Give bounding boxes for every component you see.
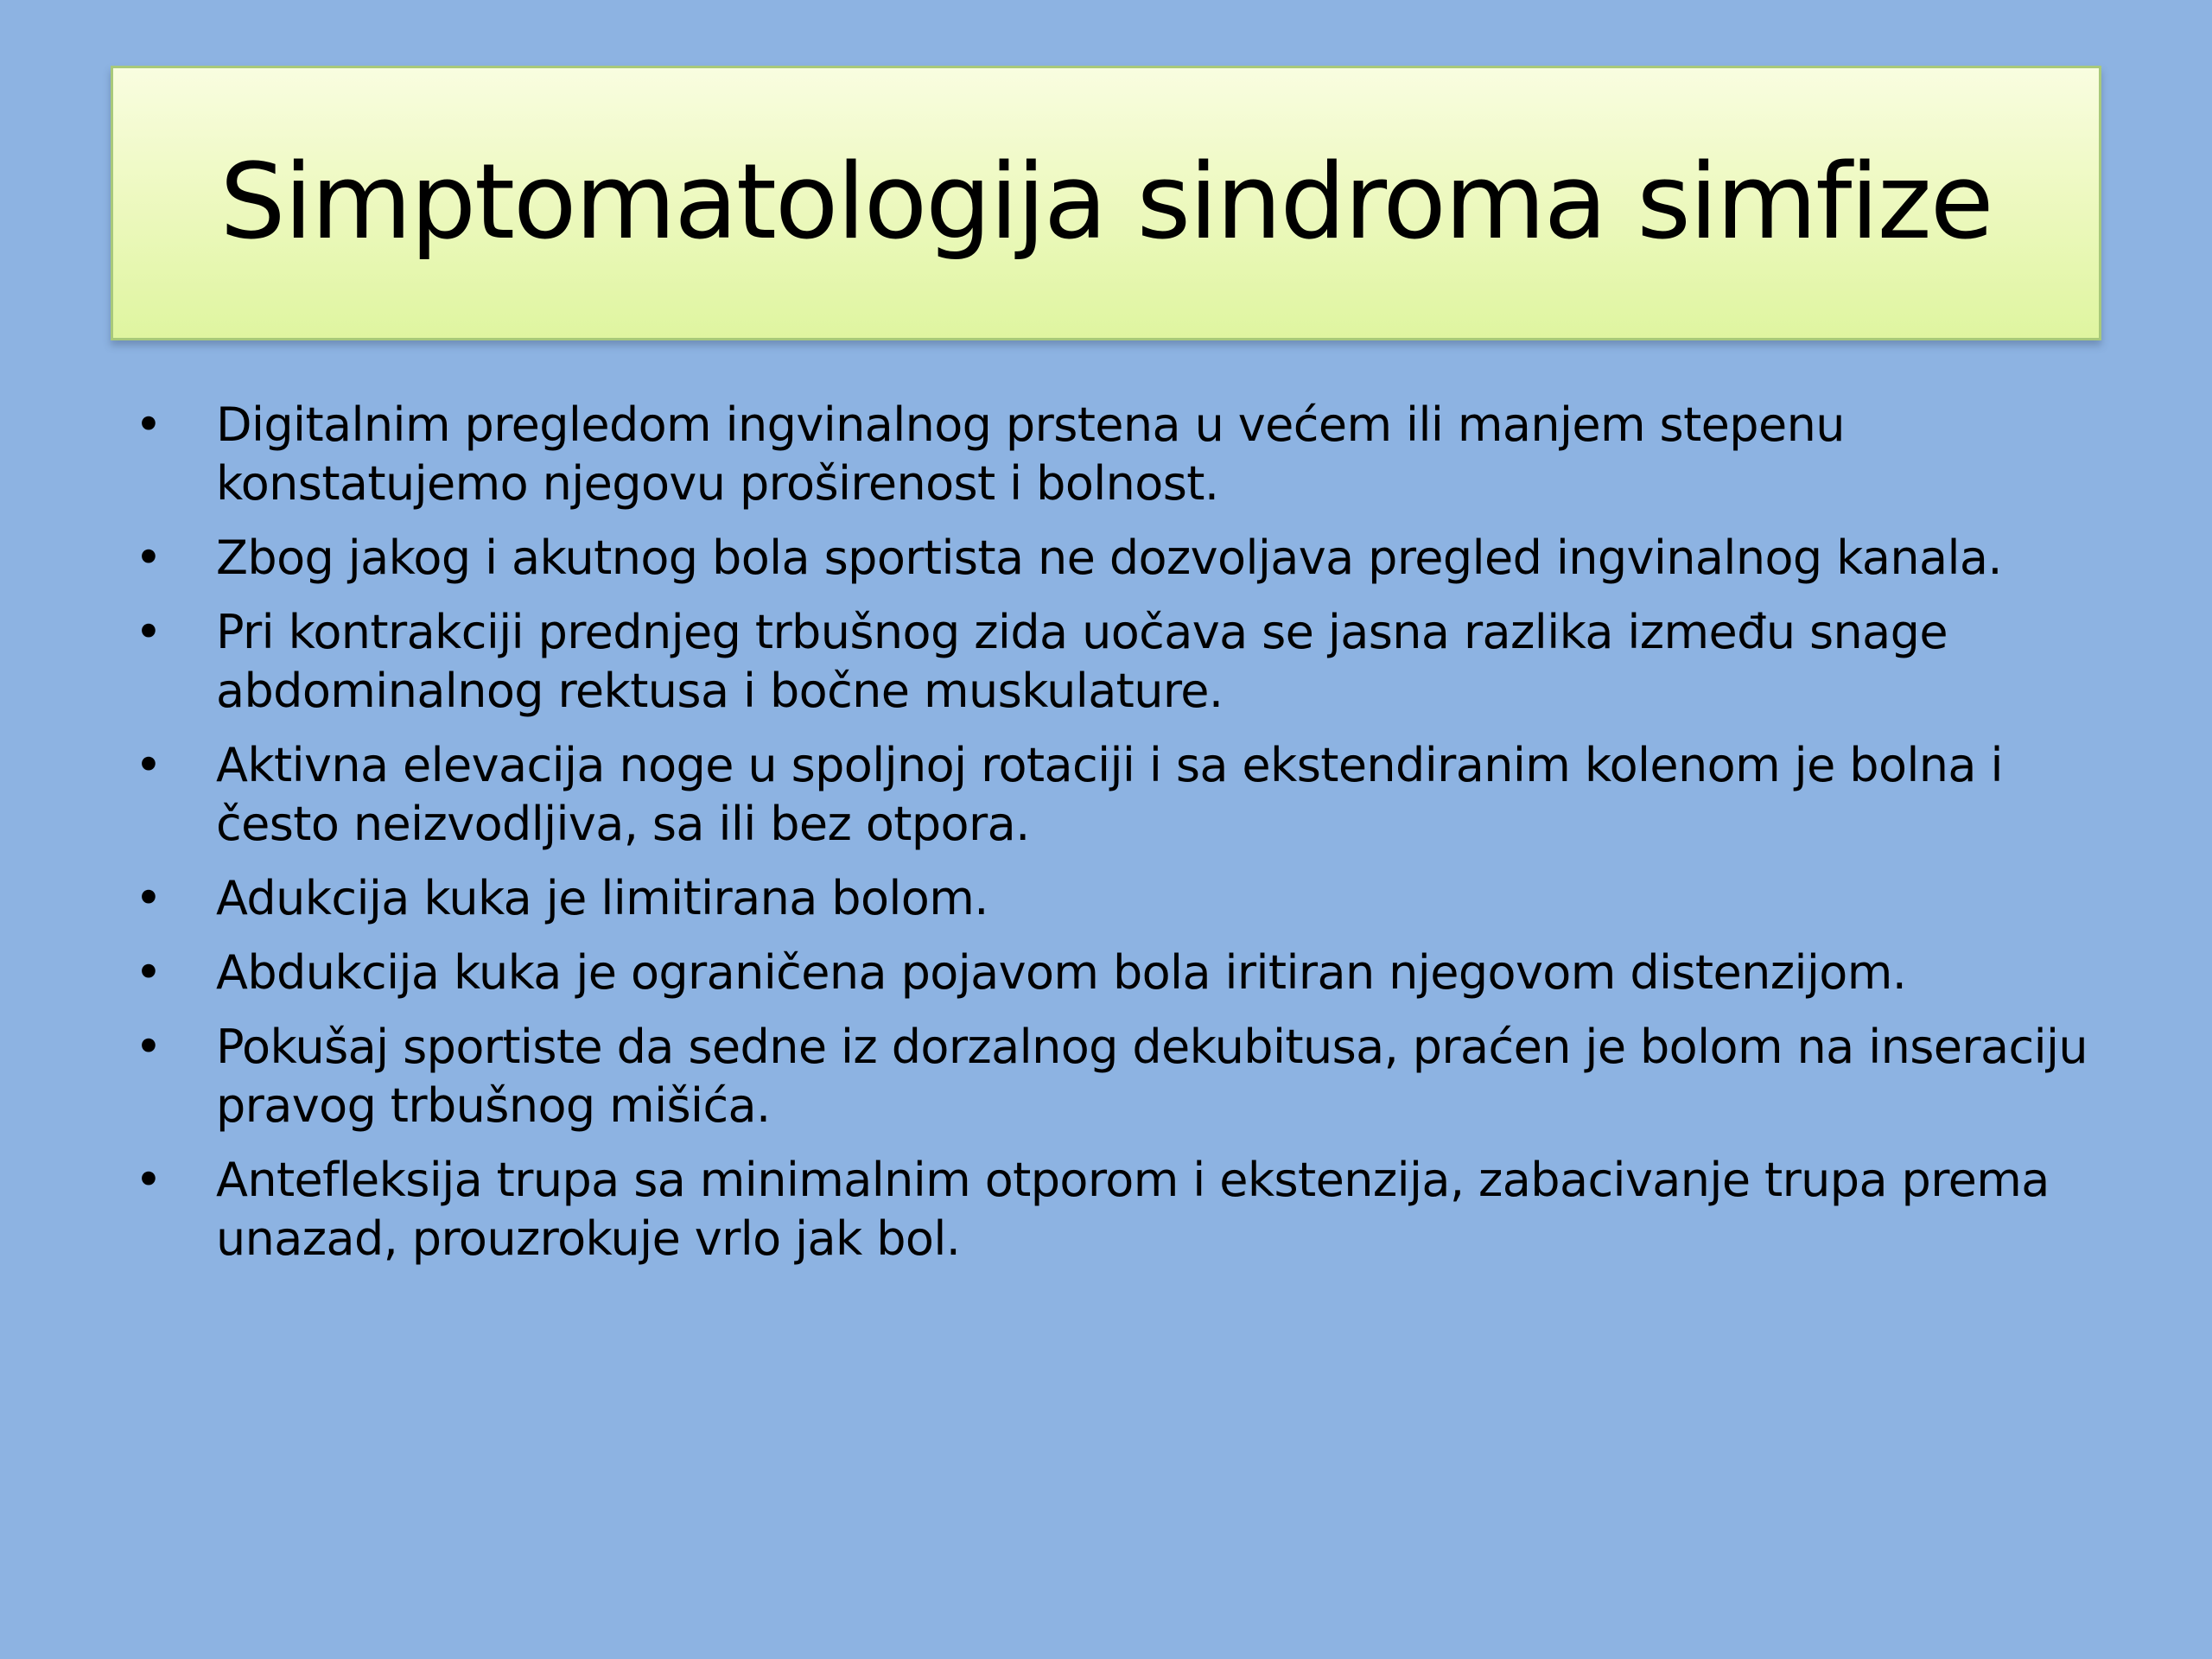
bullet-item xyxy=(131,869,2101,928)
bullet-item xyxy=(131,396,2101,513)
bullet-text: Pri kontrakciji prednjeg trbušnog zida uočava se jasna razlika između snage abdominalnog rektusa i bočne muskulature. xyxy=(216,605,1948,718)
bullet-text: Antefleksija trupa sa minimalnim otporom i ekstenzija, zabacivanje trupa prema unazad, prouzrokuje vrlo jak bol. xyxy=(216,1153,2050,1266)
bullet-icon: • xyxy=(135,531,162,585)
bullet-text: Digitalnim pregledom ingvinalnog prstena u većem ili manjem stepenu konstatujemo njegovu proširenost i bolnost. xyxy=(216,397,1845,511)
bullet-text: Abdukcija kuka je ograničena pojavom bola iritiran njegovom distenzijom. xyxy=(216,945,1907,1000)
bullet-icon: • xyxy=(135,871,162,925)
slide-title: Simptomatologija sindroma simfize xyxy=(219,143,1993,263)
bullet-icon: • xyxy=(135,1153,162,1207)
bullet-icon: • xyxy=(135,1020,162,1074)
bullet-text: Adukcija kuka je limitirana bolom. xyxy=(216,871,988,925)
bullet-icon: • xyxy=(135,738,162,792)
bullet-list xyxy=(131,396,2101,1284)
bullet-item xyxy=(131,736,2101,854)
bullet-icon: • xyxy=(135,945,162,1000)
title-box xyxy=(111,66,2101,340)
bullet-text: Pokušaj sportiste da sedne iz dorzalnog dekubitusa, praćen je bolom na inseraciju pravog trbušnog mišića. xyxy=(216,1020,2088,1133)
bullet-item xyxy=(131,603,2101,721)
bullet-item xyxy=(131,1018,2101,1135)
bullet-icon: • xyxy=(135,605,162,659)
bullet-text: Aktivna elevacija noge u spoljnoj rotaciji i sa ekstendiranim kolenom je bolna i često neizvodljiva, sa ili bez otpora. xyxy=(216,738,2003,851)
bullet-icon: • xyxy=(135,397,162,452)
bullet-item xyxy=(131,529,2101,588)
bullet-text: Zbog jakog i akutnog bola sportista ne dozvoljava pregled ingvinalnog kanala. xyxy=(216,531,2002,585)
bullet-item xyxy=(131,1151,2101,1268)
bullet-item xyxy=(131,944,2101,1002)
